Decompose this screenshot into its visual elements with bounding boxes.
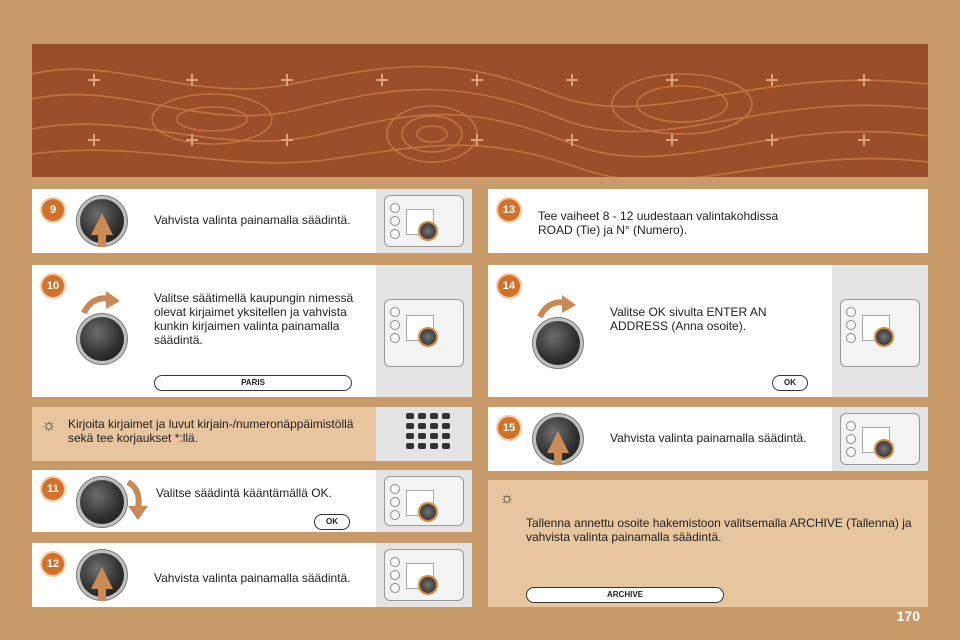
radio-panel-icon [376,189,472,253]
knob-icon [80,480,124,524]
step-number-badge: 11 [42,478,64,500]
step-13-card [488,189,928,253]
press-arrow-icon [547,431,569,453]
press-arrow-icon [91,213,113,235]
ok-button[interactable]: OK [314,514,350,530]
step-number-badge: 10 [42,275,64,297]
tip-keypad-card [32,407,472,461]
step-number-badge: 15 [498,417,520,439]
tip-text: Tallenna annettu osoite hakemistoon valitsemalla ARCHIVE (Tallenna) ja vahvista valinta painamalla säädintä. [526,516,912,544]
rotate-arrow-icon [80,291,120,317]
keypad-icon [376,407,472,461]
topographic-banner [32,44,928,177]
radio-panel-icon [832,265,928,397]
rotate-arrow-icon [536,295,576,321]
step-text: Valitse säädintä kääntämällä OK. [156,486,332,500]
page-number: 170 [896,608,920,624]
step-text: Tee vaiheet 8 - 12 uudestaan valintakohdissa ROAD (Tie) ja N° (Numero). [538,209,779,237]
step-number-badge: 14 [498,275,520,297]
tip-light-icon: ☼ [41,417,57,434]
step-text: Valitse OK sivulta ENTER AN ADDRESS (Anna osoite). [610,305,767,333]
knob-icon [80,317,124,361]
step-15-card [488,407,928,471]
radio-panel-icon [376,265,472,397]
press-arrow-icon [91,567,113,589]
step-14-card [488,265,928,397]
step-12-card [32,543,472,607]
step-text: Vahvista valinta painamalla säädintä. [154,213,351,227]
tip-archive-card [488,480,928,607]
step-number-badge: 9 [42,199,64,221]
step-number-badge: 13 [498,199,520,221]
topographic-pattern-icon [32,44,928,177]
step-text: Vahvista valinta painamalla säädintä. [610,431,807,445]
radio-panel-icon [832,407,928,471]
tip-text: Kirjoita kirjaimet ja luvut kirjain-/numeronäppäimistöllä sekä tee korjaukset *:llä. [68,417,354,445]
tip-light-icon: ☼ [499,490,515,507]
radio-panel-icon [376,543,472,607]
step-10-card [32,265,472,397]
step-text: Valitse säätimellä kaupungin nimessä olevat kirjaimet yksitellen ja vahvista kunkin kirjaimen valinta painamalla säädintä. [154,291,354,347]
rotate-arrow-icon [124,480,150,520]
step-number-badge: 12 [42,553,64,575]
archive-button[interactable]: ARCHIVE [526,587,724,603]
step-text: Vahvista valinta painamalla säädintä. [154,571,351,585]
step-11-card [32,470,472,532]
knob-icon [536,321,580,365]
radio-panel-icon [376,470,472,532]
paris-button[interactable]: PARIS [154,375,352,391]
ok-button[interactable]: OK [772,375,808,391]
step-9-card [32,189,472,253]
